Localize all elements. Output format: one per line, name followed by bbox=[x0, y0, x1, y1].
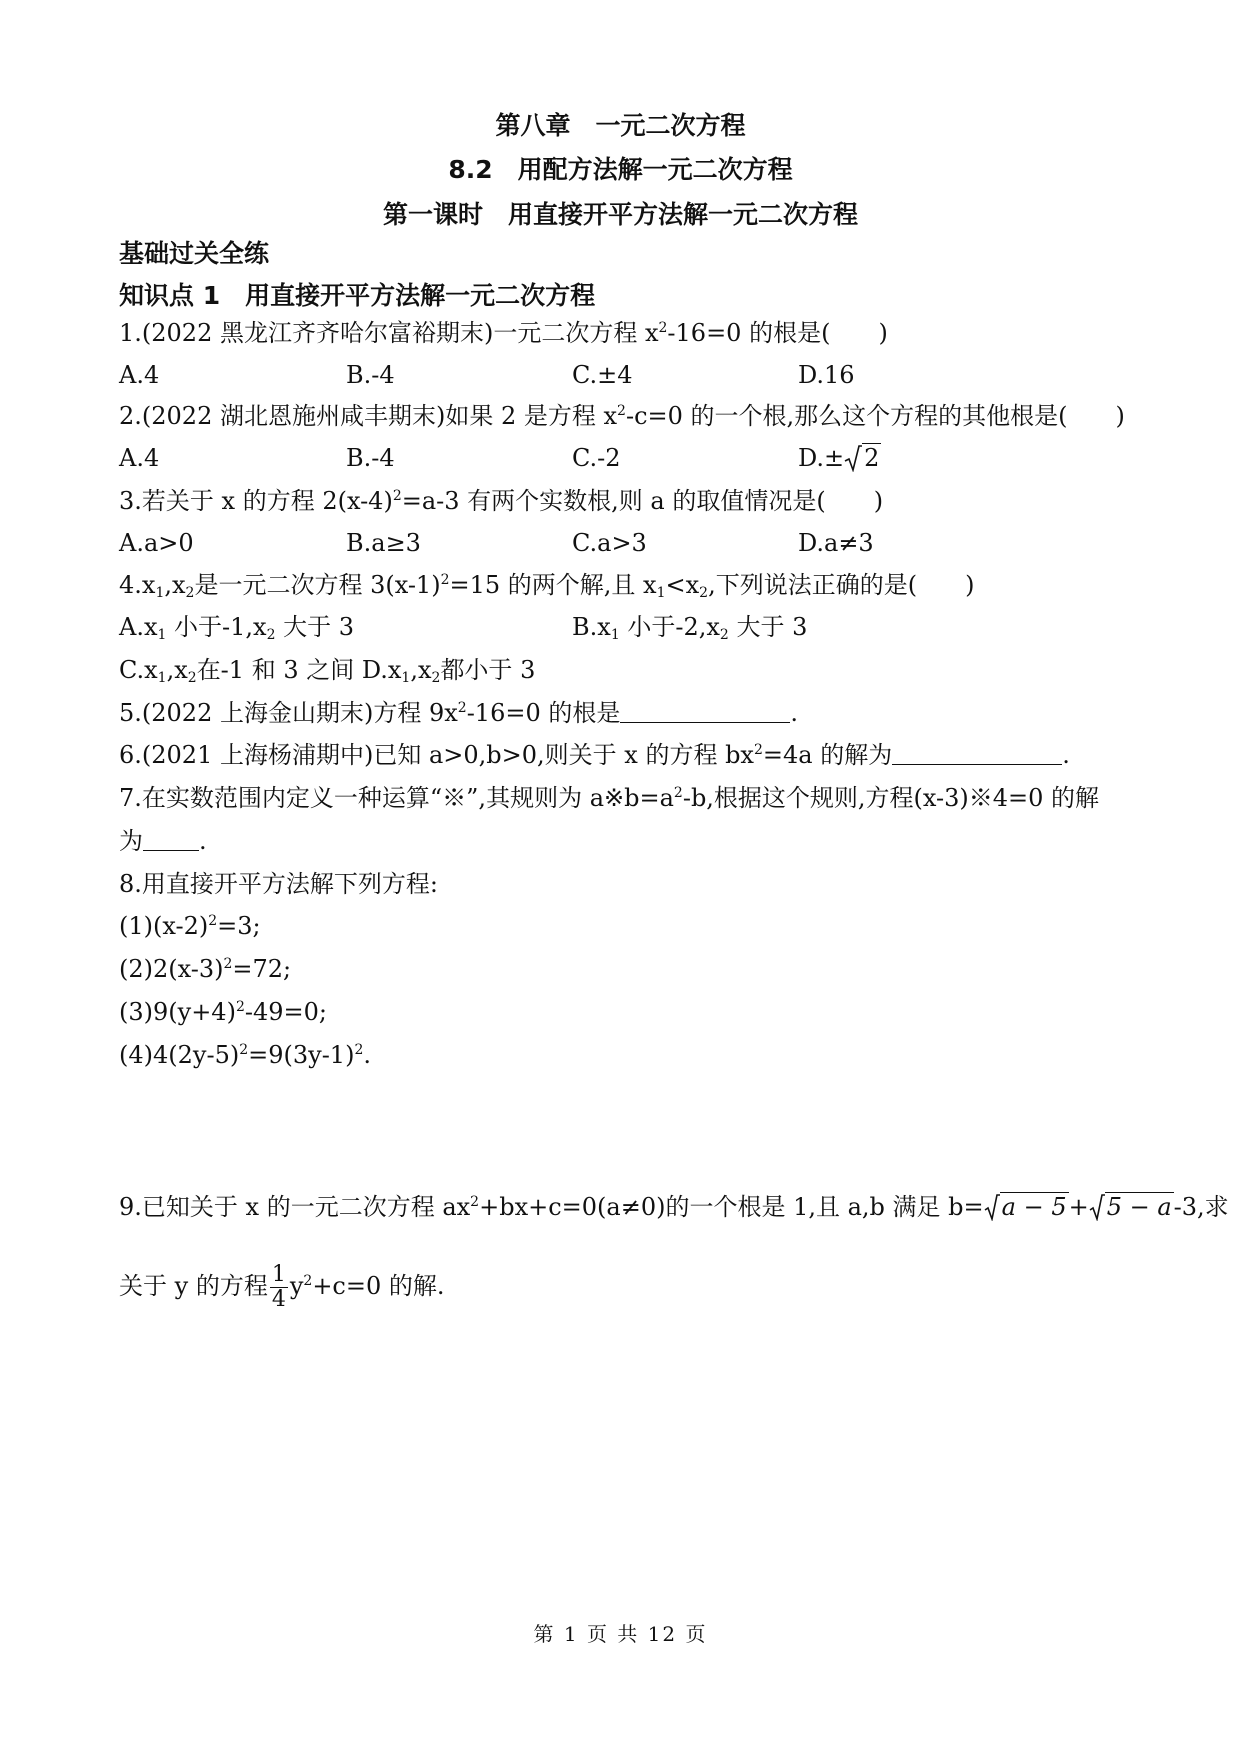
opt-text: 都小于 3 bbox=[440, 656, 536, 684]
answer-blank[interactable] bbox=[620, 700, 790, 723]
subscript: 2 bbox=[431, 670, 441, 686]
q3-stem-end: =a-3 有两个实数根,则 a 的取值情况是( ) bbox=[401, 487, 884, 515]
exponent: 2 bbox=[658, 320, 668, 336]
subscript: 2 bbox=[185, 585, 195, 601]
q6-stem-end: =4a 的解为 bbox=[762, 741, 893, 769]
opt-text: 小于-2,x bbox=[619, 613, 720, 641]
practice-heading: 基础过关全练 bbox=[119, 239, 270, 268]
q8-item-1 bbox=[119, 911, 261, 941]
q2-option-b[interactable]: B.-4 bbox=[346, 444, 395, 472]
exponent: 2 bbox=[239, 1042, 249, 1058]
q8-item-3 bbox=[119, 997, 327, 1027]
q5-stem-end: -16=0 的根是 bbox=[466, 699, 621, 727]
q4-text: <x bbox=[665, 571, 700, 599]
equation: . bbox=[363, 1041, 371, 1069]
exponent: 2 bbox=[753, 742, 763, 758]
question-8-title: 8.用直接开平方法解下列方程: bbox=[119, 870, 438, 898]
q4-option-c[interactable] bbox=[119, 656, 354, 684]
q4-option-a[interactable] bbox=[119, 612, 354, 642]
q9-stem: 9.已知关于 x 的一元二次方程 ax bbox=[119, 1193, 471, 1221]
subscript: 2 bbox=[187, 670, 197, 686]
q4-text: 是一元二次方程 3(x-1) bbox=[194, 571, 441, 599]
q1-option-d[interactable]: D.16 bbox=[798, 361, 855, 389]
knowledge-point-heading: 知识点 1 用直接开平方法解一元二次方程 bbox=[119, 281, 596, 310]
subscript: 1 bbox=[157, 670, 167, 686]
question-2 bbox=[119, 401, 1125, 431]
subscript: 1 bbox=[656, 585, 666, 601]
equation: =3; bbox=[217, 912, 261, 940]
subscript: 1 bbox=[401, 670, 411, 686]
equation: (1)(x-2) bbox=[119, 912, 209, 940]
question-9 bbox=[119, 1192, 1229, 1222]
variable: y bbox=[289, 1272, 304, 1300]
answer-blank[interactable] bbox=[892, 742, 1062, 765]
exponent: 2 bbox=[235, 999, 245, 1015]
q7-stem-cont: -b,根据这个规则,方程(x-3)※4=0 的解 bbox=[682, 784, 1100, 812]
q2-option-a[interactable]: A.4 bbox=[119, 444, 160, 472]
opt-text: 大于 3 bbox=[728, 613, 808, 641]
subscript: 1 bbox=[157, 627, 167, 643]
question-7-line-2 bbox=[119, 826, 207, 856]
plus-sign: + bbox=[1068, 1193, 1089, 1221]
opt-text: A.x bbox=[119, 613, 158, 641]
exponent: 2 bbox=[673, 785, 683, 801]
q4-options-cd bbox=[119, 655, 535, 685]
equation: (2)2(x-3) bbox=[119, 955, 224, 983]
opt-text: 小于-1,x bbox=[166, 613, 267, 641]
radicand: 5 − a bbox=[1106, 1193, 1172, 1221]
q1-option-a[interactable]: A.4 bbox=[119, 361, 160, 389]
radical-icon bbox=[844, 444, 862, 472]
q4-text: ,下列说法正确的是( ) bbox=[708, 571, 975, 599]
q9-line2-end: +c=0 的解. bbox=[312, 1272, 445, 1300]
q7-stem: 7.在实数范围内定义一种运算“※”,其规则为 a※b=a bbox=[119, 784, 674, 812]
q2-stem: 2.(2022 湖北恩施州咸丰期末)如果 2 是方程 x bbox=[119, 402, 618, 430]
q3-option-b[interactable]: B.a≥3 bbox=[346, 529, 421, 557]
q3-option-d[interactable]: D.a≠3 bbox=[798, 529, 874, 557]
fraction-numerator: 1 bbox=[271, 1262, 286, 1287]
equation: =9(3y-1) bbox=[248, 1041, 355, 1069]
exponent: 2 bbox=[208, 913, 218, 929]
opt-text: C.x bbox=[119, 656, 158, 684]
equation: (3)9(y+4) bbox=[119, 998, 236, 1026]
exponent: 2 bbox=[392, 488, 402, 504]
q2-option-d[interactable] bbox=[798, 443, 881, 473]
exponent: 2 bbox=[457, 700, 467, 716]
subscript: 1 bbox=[155, 585, 165, 601]
q4-text: 4.x bbox=[119, 571, 156, 599]
q1-option-c[interactable]: C.±4 bbox=[572, 361, 633, 389]
opt-text: 在-1 和 3 之间 bbox=[196, 656, 355, 684]
q5-stem: 5.(2022 上海金山期末)方程 9x bbox=[119, 699, 458, 727]
equation: (4)4(2y-5) bbox=[119, 1041, 240, 1069]
q9-stem-end: -3,求 bbox=[1173, 1193, 1229, 1221]
opt-text: 大于 3 bbox=[275, 613, 355, 641]
question-7 bbox=[119, 783, 1099, 813]
q3-stem: 3.若关于 x 的方程 2(x-4) bbox=[119, 487, 393, 515]
lesson-title: 第一课时 用直接开平方法解一元二次方程 bbox=[382, 200, 858, 229]
answer-blank[interactable] bbox=[143, 828, 199, 851]
equation: =72; bbox=[232, 955, 292, 983]
chapter-title: 第八章 一元二次方程 bbox=[495, 111, 746, 140]
period: . bbox=[199, 827, 207, 855]
q2-stem-end: -c=0 的一个根,那么这个方程的其他根是( ) bbox=[625, 402, 1125, 430]
q9-stem-cont: +bx+c=0(a≠0)的一个根是 1,且 a,b 满足 b= bbox=[479, 1193, 984, 1221]
opt-text: B.x bbox=[572, 613, 611, 641]
q7-stem-end: 为 bbox=[119, 827, 143, 855]
q6-stem: 6.(2021 上海杨浦期中)已知 a>0,b>0,则关于 x 的方程 bx bbox=[119, 741, 754, 769]
q3-option-c[interactable]: C.a>3 bbox=[572, 529, 647, 557]
q1-stem-end: -16=0 的根是( ) bbox=[667, 319, 888, 347]
question-5 bbox=[119, 698, 798, 728]
section-title: 8.2 用配方法解一元二次方程 bbox=[448, 155, 793, 184]
exponent: 2 bbox=[223, 956, 233, 972]
q2-option-c[interactable]: C.-2 bbox=[572, 444, 621, 472]
question-6 bbox=[119, 740, 1070, 770]
exponent: 2 bbox=[303, 1273, 313, 1289]
question-4 bbox=[119, 570, 974, 600]
exponent: 2 bbox=[470, 1194, 480, 1210]
radicand: a − 5 bbox=[1001, 1193, 1067, 1221]
fraction bbox=[270, 1263, 288, 1312]
opt-text: D.x bbox=[354, 656, 402, 684]
subscript: 1 bbox=[610, 627, 620, 643]
page-number-footer: 第 1 页 共 12 页 bbox=[533, 1622, 708, 1646]
opt-text: ,x bbox=[166, 656, 188, 684]
subscript: 2 bbox=[266, 627, 276, 643]
period: . bbox=[790, 699, 798, 727]
radicand: 2 bbox=[864, 444, 880, 472]
exponent: 2 bbox=[354, 1042, 364, 1058]
q9-line2-text: 关于 y 的方程 bbox=[119, 1272, 268, 1300]
equation: -49=0; bbox=[244, 998, 327, 1026]
question-1 bbox=[119, 318, 888, 348]
opt-text: ,x bbox=[410, 656, 432, 684]
q1-option-b[interactable]: B.-4 bbox=[346, 361, 395, 389]
q2-option-d-label: D.± bbox=[798, 444, 845, 472]
q8-item-4 bbox=[119, 1040, 371, 1070]
q8-item-2 bbox=[119, 954, 291, 984]
question-3 bbox=[119, 486, 883, 516]
q4-option-d[interactable] bbox=[354, 656, 535, 684]
q4-text: ,x bbox=[164, 571, 186, 599]
subscript: 2 bbox=[719, 627, 729, 643]
radical-icon bbox=[984, 1193, 1000, 1221]
q4-text: =15 的两个解,且 x bbox=[449, 571, 657, 599]
fraction-denominator: 4 bbox=[271, 1287, 286, 1312]
q3-option-a[interactable]: A.a>0 bbox=[119, 529, 194, 557]
exponent: 2 bbox=[440, 572, 450, 588]
question-9-line-2 bbox=[119, 1258, 445, 1314]
period: . bbox=[1062, 741, 1070, 769]
q4-option-b[interactable] bbox=[572, 612, 807, 642]
exponent: 2 bbox=[617, 403, 626, 419]
subscript: 2 bbox=[699, 585, 709, 601]
q1-stem: 1.(2022 黑龙江齐齐哈尔富裕期末)一元二次方程 x bbox=[119, 319, 659, 347]
radical-icon bbox=[1089, 1193, 1105, 1221]
